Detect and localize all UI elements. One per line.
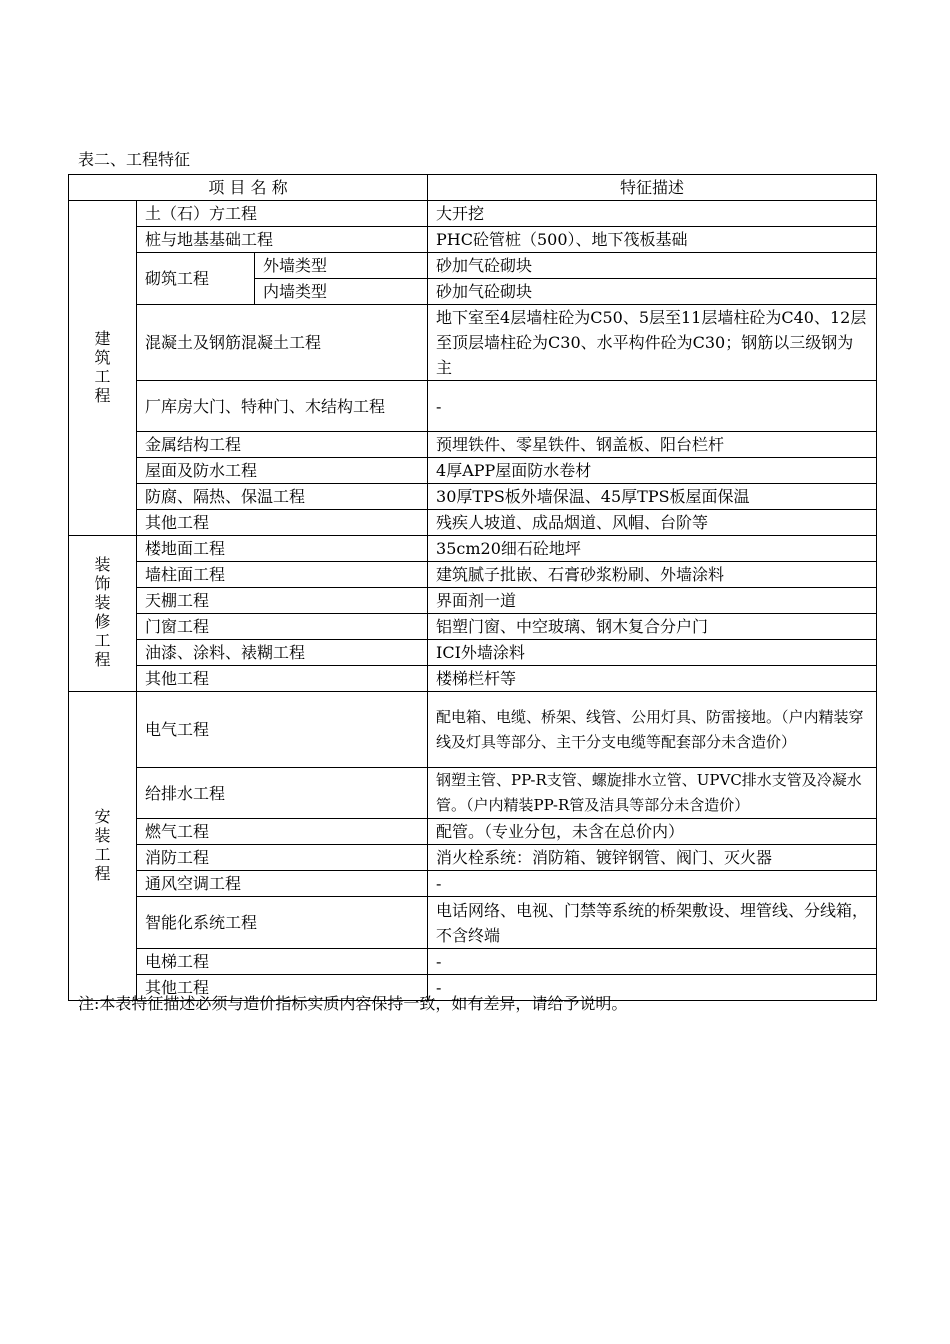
- row-desc: 预埋铁件、零星铁件、钢盖板、阳台栏杆: [428, 432, 877, 458]
- table-row: [69, 640, 877, 666]
- table-row: [69, 845, 877, 871]
- project-features-table: [68, 174, 877, 1001]
- row-name: 砌筑工程: [137, 253, 255, 305]
- row-name: 门窗工程: [137, 614, 428, 640]
- row-desc: 消火栓系统：消防箱、镀锌钢管、阀门、灭火器: [428, 845, 877, 871]
- row-desc: -: [428, 871, 877, 897]
- category-decoration: 装饰装修工程: [69, 536, 137, 692]
- row-name: 油漆、涂料、裱糊工程: [137, 640, 428, 666]
- row-name: 消防工程: [137, 845, 428, 871]
- row-name: 楼地面工程: [137, 536, 428, 562]
- category-building: 建筑工程: [69, 201, 137, 536]
- row-name: 通风空调工程: [137, 871, 428, 897]
- table-row: [69, 588, 877, 614]
- table-header-row: [69, 175, 877, 201]
- row-desc: 楼梯栏杆等: [428, 666, 877, 692]
- table-row: [69, 432, 877, 458]
- row-subname: 外墙类型: [255, 253, 428, 279]
- table-row: [69, 897, 877, 949]
- table-caption: 表二、工程特征: [78, 150, 191, 169]
- row-desc: 电话网络、电视、门禁等系统的桥架敷设、埋管线、分线箱，不含终端: [428, 897, 877, 949]
- row-desc: ICI外墙涂料: [428, 640, 877, 666]
- row-desc: -: [428, 381, 877, 432]
- table-row: [69, 253, 877, 279]
- row-name: 给排水工程: [137, 768, 428, 819]
- row-desc: 砂加气砼砌块: [428, 279, 877, 305]
- row-name: 智能化系统工程: [137, 897, 428, 949]
- row-desc: 残疾人坡道、成品烟道、风帽、台阶等: [428, 510, 877, 536]
- table-row: [69, 692, 877, 768]
- row-name: 屋面及防水工程: [137, 458, 428, 484]
- table-row: [69, 614, 877, 640]
- row-desc: 界面剂一道: [428, 588, 877, 614]
- row-name: 其他工程: [137, 510, 428, 536]
- row-desc: 配电箱、电缆、桥架、线管、公用灯具、防雷接地。（户内精装穿线及灯具等部分、主干分支电缆等配套部分未含造价）: [428, 692, 877, 768]
- row-name: 桩与地基基础工程: [137, 227, 428, 253]
- table-row: [69, 871, 877, 897]
- row-desc: 配管。（专业分包，未含在总价内）: [428, 819, 877, 845]
- table-row: [69, 227, 877, 253]
- row-desc: 35cm20细石砼地坪: [428, 536, 877, 562]
- table-note: 注:本表特征描述必须与造价指标实质内容保持一致，如有差异，请给予说明。: [78, 994, 628, 1013]
- table-row: [69, 484, 877, 510]
- row-desc: -: [428, 975, 877, 1001]
- row-name: 电梯工程: [137, 949, 428, 975]
- table-row: [69, 819, 877, 845]
- row-name: 防腐、隔热、保温工程: [137, 484, 428, 510]
- category-installation: 安装工程: [69, 692, 137, 1001]
- row-name: 厂库房大门、特种门、木结构工程: [137, 381, 428, 432]
- row-name: 土（石）方工程: [137, 201, 428, 227]
- table-row: [69, 666, 877, 692]
- row-desc: 4厚APP屋面防水卷材: [428, 458, 877, 484]
- table-row: [69, 458, 877, 484]
- row-name: 天棚工程: [137, 588, 428, 614]
- table-row: [69, 949, 877, 975]
- table-row: [69, 381, 877, 432]
- row-name: 混凝土及钢筋混凝土工程: [137, 305, 428, 381]
- header-desc: 特征描述: [428, 175, 877, 201]
- table-row: [69, 201, 877, 227]
- row-name: 电气工程: [137, 692, 428, 768]
- row-desc: 地下室至4层墙柱砼为C50、5层至11层墙柱砼为C40、12层至顶层墙柱砼为C30、水平构件砼为C30；钢筋以三级钢为主: [428, 305, 877, 381]
- table-row: [69, 510, 877, 536]
- table-row: [69, 768, 877, 819]
- row-subname: 内墙类型: [255, 279, 428, 305]
- header-name: 项 目 名 称: [69, 175, 428, 201]
- row-name: 墙柱面工程: [137, 562, 428, 588]
- row-name: 燃气工程: [137, 819, 428, 845]
- row-desc: 建筑腻子批嵌、石膏砂浆粉刷、外墙涂料: [428, 562, 877, 588]
- row-desc: 铝塑门窗、中空玻璃、钢木复合分户门: [428, 614, 877, 640]
- row-desc: 砂加气砼砌块: [428, 253, 877, 279]
- row-desc: 钢塑主管、PP-R支管、螺旋排水立管、UPVC排水支管及冷凝水管。（户内精装PP-R管及洁具等部分未含造价）: [428, 768, 877, 819]
- row-name: 金属结构工程: [137, 432, 428, 458]
- row-name: 其他工程: [137, 975, 428, 1001]
- row-desc: -: [428, 949, 877, 975]
- table-row: [69, 305, 877, 381]
- table-row: [69, 562, 877, 588]
- table-row: [69, 536, 877, 562]
- row-desc: 大开挖: [428, 201, 877, 227]
- row-name: 其他工程: [137, 666, 428, 692]
- row-desc: PHC砼管桩（500）、地下筏板基础: [428, 227, 877, 253]
- row-desc: 30厚TPS板外墙保温、45厚TPS板屋面保温: [428, 484, 877, 510]
